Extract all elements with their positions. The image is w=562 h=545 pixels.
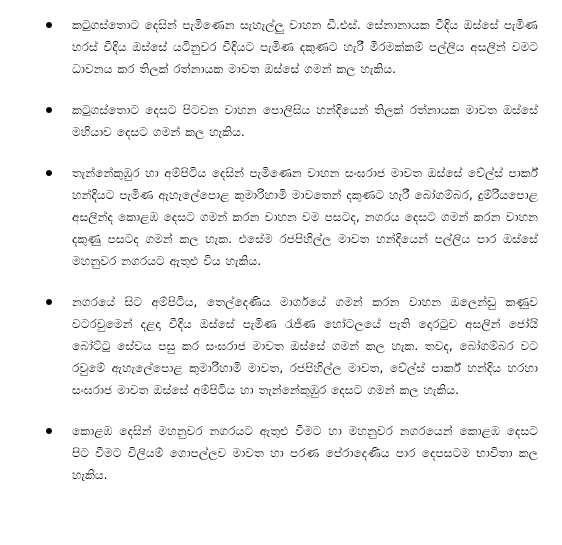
- list-item: [42, 162, 538, 272]
- list-item: [42, 420, 538, 486]
- paragraph-text: කටුගස්තොට දෙසට පිටවන වාහන පොලිසිය හන්දියෙන් තිලක් රත්නායක මාවත ඔස්සේ මහියාව දෙසට ගමන් කල හැකිය.: [72, 103, 538, 139]
- bullet-icon: [46, 170, 52, 176]
- paragraph-text: තැන්නේකුඹුර හා අම්පිටිය දෙසින් පැමිණෙන වාහන සංඝරාජ මාවත ඔස්සේ වේල්ස් පාර්ක් හන්දියට පැමිණ ඇහැලේපොළ කුමාරිහාමි මාවතෙන් දකුණට හැරී බෝගම්බර, දුම්රියපොළ අසලින්ද කොළඹ දෙසට ගමන් කරන වාහන වම පසටද, නගරය දෙසට ගමන් කරන වාහන දකුණු පසටද ගමන් කල හැක. එසේම රජපිහිල්ල මාවත හන්දියෙන් පල්ලිය පාර ඔස්සේ මහනුවර නගරයට ඇතුළු විය හැකිය.: [72, 166, 538, 268]
- list-item: [42, 291, 538, 401]
- paragraph-text: කොළඹ දෙසින් මහනුවර නගරයට ඇතුළු වීමට හා මහනුවර නගරයෙන් කොළඹ දෙසට පිට වීමට විලියම් ගොපල්ලව මාවත හා පරණ පේරාදෙණිය පාර දෙපසටම භාවිතා කල හැකිය.: [72, 424, 538, 482]
- bullet-icon: [46, 107, 52, 113]
- list-item: [42, 99, 538, 143]
- paragraph-text: කටුගස්තොට දෙසින් පැමිණෙන සැහැල්ලු වාහන ඩී.එස්. සේනානායක වීදිය ඔස්සේ පැමිණ හරස් වීදිය ඔස්සේ යටිනුවර වීදියට පැමිණ දකුණට හැරී මීරමක්කම් පල්ලිය අසලින් වමට ධාවනය කර තිලක් රත්නායක මාවත ඔස්සේ ගමන් කල හැකිය.: [72, 18, 538, 76]
- paragraph-text: නගරයේ සිට අම්පිටිය, තෙල්දෙණිය මාර්ගයේ ගමන් කරන වාහන ඔලෙන්ඩු කණුව වටරවුමෙන් දළදා වීදිය ඔස්සේ පැමිණ රැජිණ හෝටලයේ පැති දොරටුව අසලින් ජෝයි බෝට්ටු සේවය පසු කර සංඝරාජ මාවත ඔස්සේ ගමන් කල හැක. තවද, බෝගම්බර වට රවුමේ ඇහැලේපොළ කුමාරිහාමි මාවත, රජපිහිල්ල මාවත, වේල්ස් පාර්ක් හන්දිය හරහා සංඝරාජ මාවත ඔස්සේ අම්පිටිය හා තැන්නේකුඹුර දෙසට ගමන් කල හැකිය.: [72, 295, 538, 397]
- bullet-icon: [46, 428, 52, 434]
- bullet-icon: [46, 299, 52, 305]
- bullet-list: [42, 14, 538, 486]
- list-item: [42, 14, 538, 80]
- bullet-icon: [46, 22, 52, 28]
